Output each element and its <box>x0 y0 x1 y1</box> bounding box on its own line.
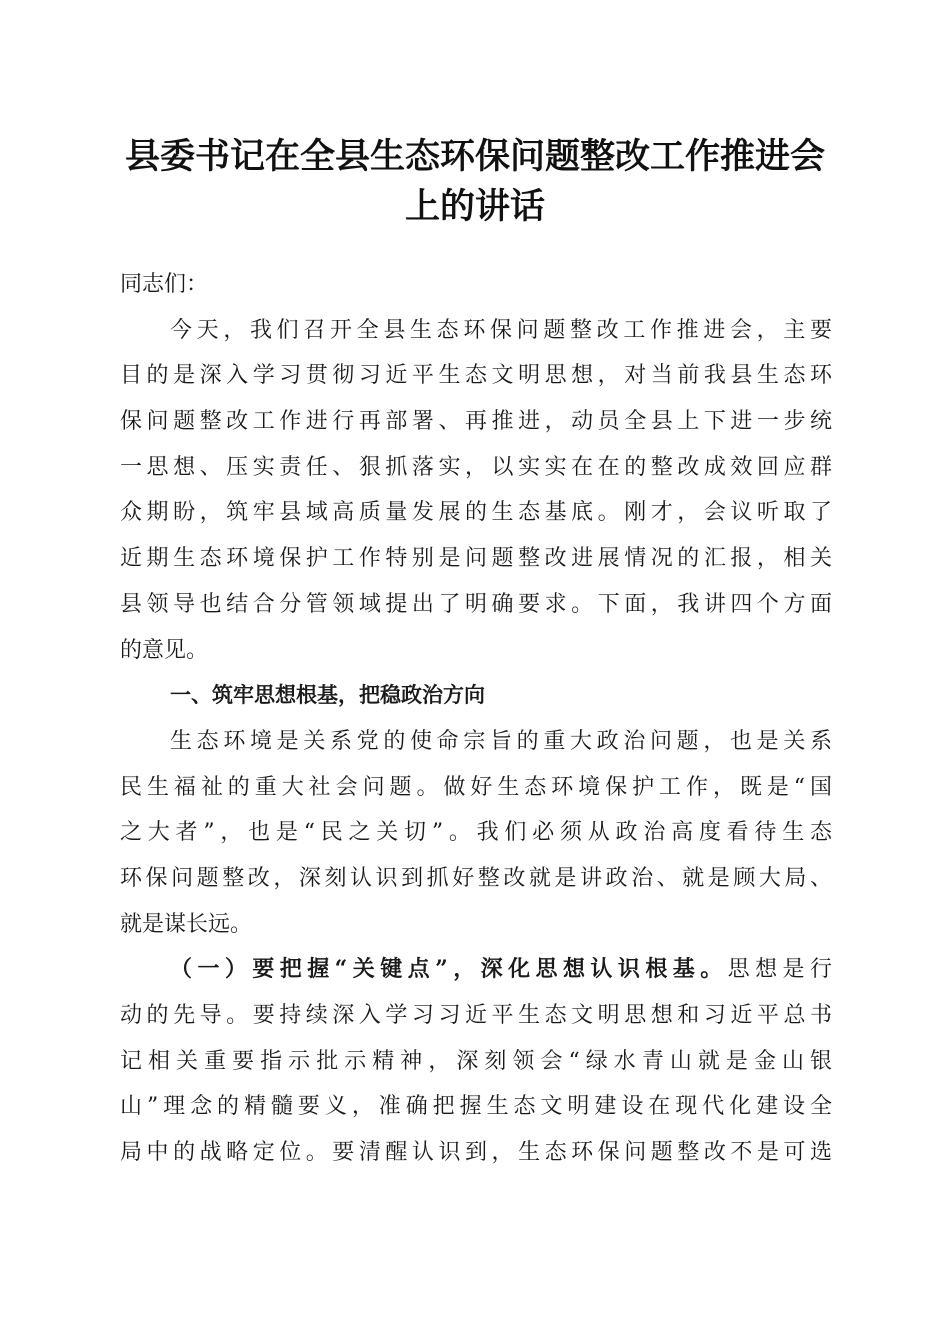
document-body <box>120 262 832 1176</box>
paragraph-line: 一思想、压实责任、狠抓落实，以实实在在的整改成效回应群 <box>120 454 832 480</box>
paragraph-line: 民生福祉的重大社会问题。做好生态环境保护工作，既是“国 <box>120 774 832 800</box>
paragraph-line: 目的是深入学习贯彻习近平生态文明思想，对当前我县生态环 <box>120 363 832 389</box>
paragraph-line: 记相关重要指示批示精神，深刻领会“绿水青山就是金山银 <box>120 1048 832 1074</box>
title-line-1: 县委书记在全县生态环保问题整改工作推进会 <box>124 136 825 177</box>
paragraph-line: 之大者”，也是“民之关切”。我们必须从政治高度看待生态 <box>120 820 832 846</box>
subsection-line <box>120 947 832 993</box>
paragraph-line: 就是谋长远。 <box>120 911 253 937</box>
title-line-2: 上的讲话 <box>404 186 545 227</box>
paragraph-line: 近期生态环境保护工作特别是问题整改进展情况的汇报，相关 <box>120 546 832 572</box>
paragraph-line: 局中的战略定位。要清醒认识到，生态环保问题整改不是可选 <box>120 1140 832 1166</box>
paragraph-line: 环保问题整改，深刻认识到抓好整改就是讲政治、就是顾大局、 <box>120 865 832 891</box>
subsection-text: 思想是行 <box>727 957 832 983</box>
paragraph-line: 县领导也结合分管领域提出了明确要求。下面，我讲四个方面 <box>120 591 832 617</box>
paragraph-line: 动的先导。要持续深入学习习近平生态文明思想和习近平总书 <box>120 1003 832 1028</box>
subsection-heading: （一）要把握“关键点”，深化思想认识根基。 <box>170 956 728 983</box>
paragraph-line: 保问题整改工作进行再部署、再推进，动员全县上下进一步统 <box>120 409 832 435</box>
paragraph-line: 的意见。 <box>120 637 209 663</box>
paragraph-line: 生态环境是关系党的使命宗旨的重大政治问题，也是关系 <box>170 728 832 754</box>
salutation: 同志们： <box>120 272 209 297</box>
document-title <box>100 132 850 232</box>
paragraph-line: 今天，我们召开全县生态环保问题整改工作推进会，主要 <box>170 317 832 343</box>
paragraph-line: 山”理念的精髓要义，准确把握生态文明建设在现代化建设全 <box>120 1094 832 1120</box>
paragraph-line: 众期盼，筑牢县域高质量发展的生态基底。刚才，会议听取了 <box>120 500 832 526</box>
section-heading: 一、筑牢思想根基，把稳政治方向 <box>170 683 485 708</box>
